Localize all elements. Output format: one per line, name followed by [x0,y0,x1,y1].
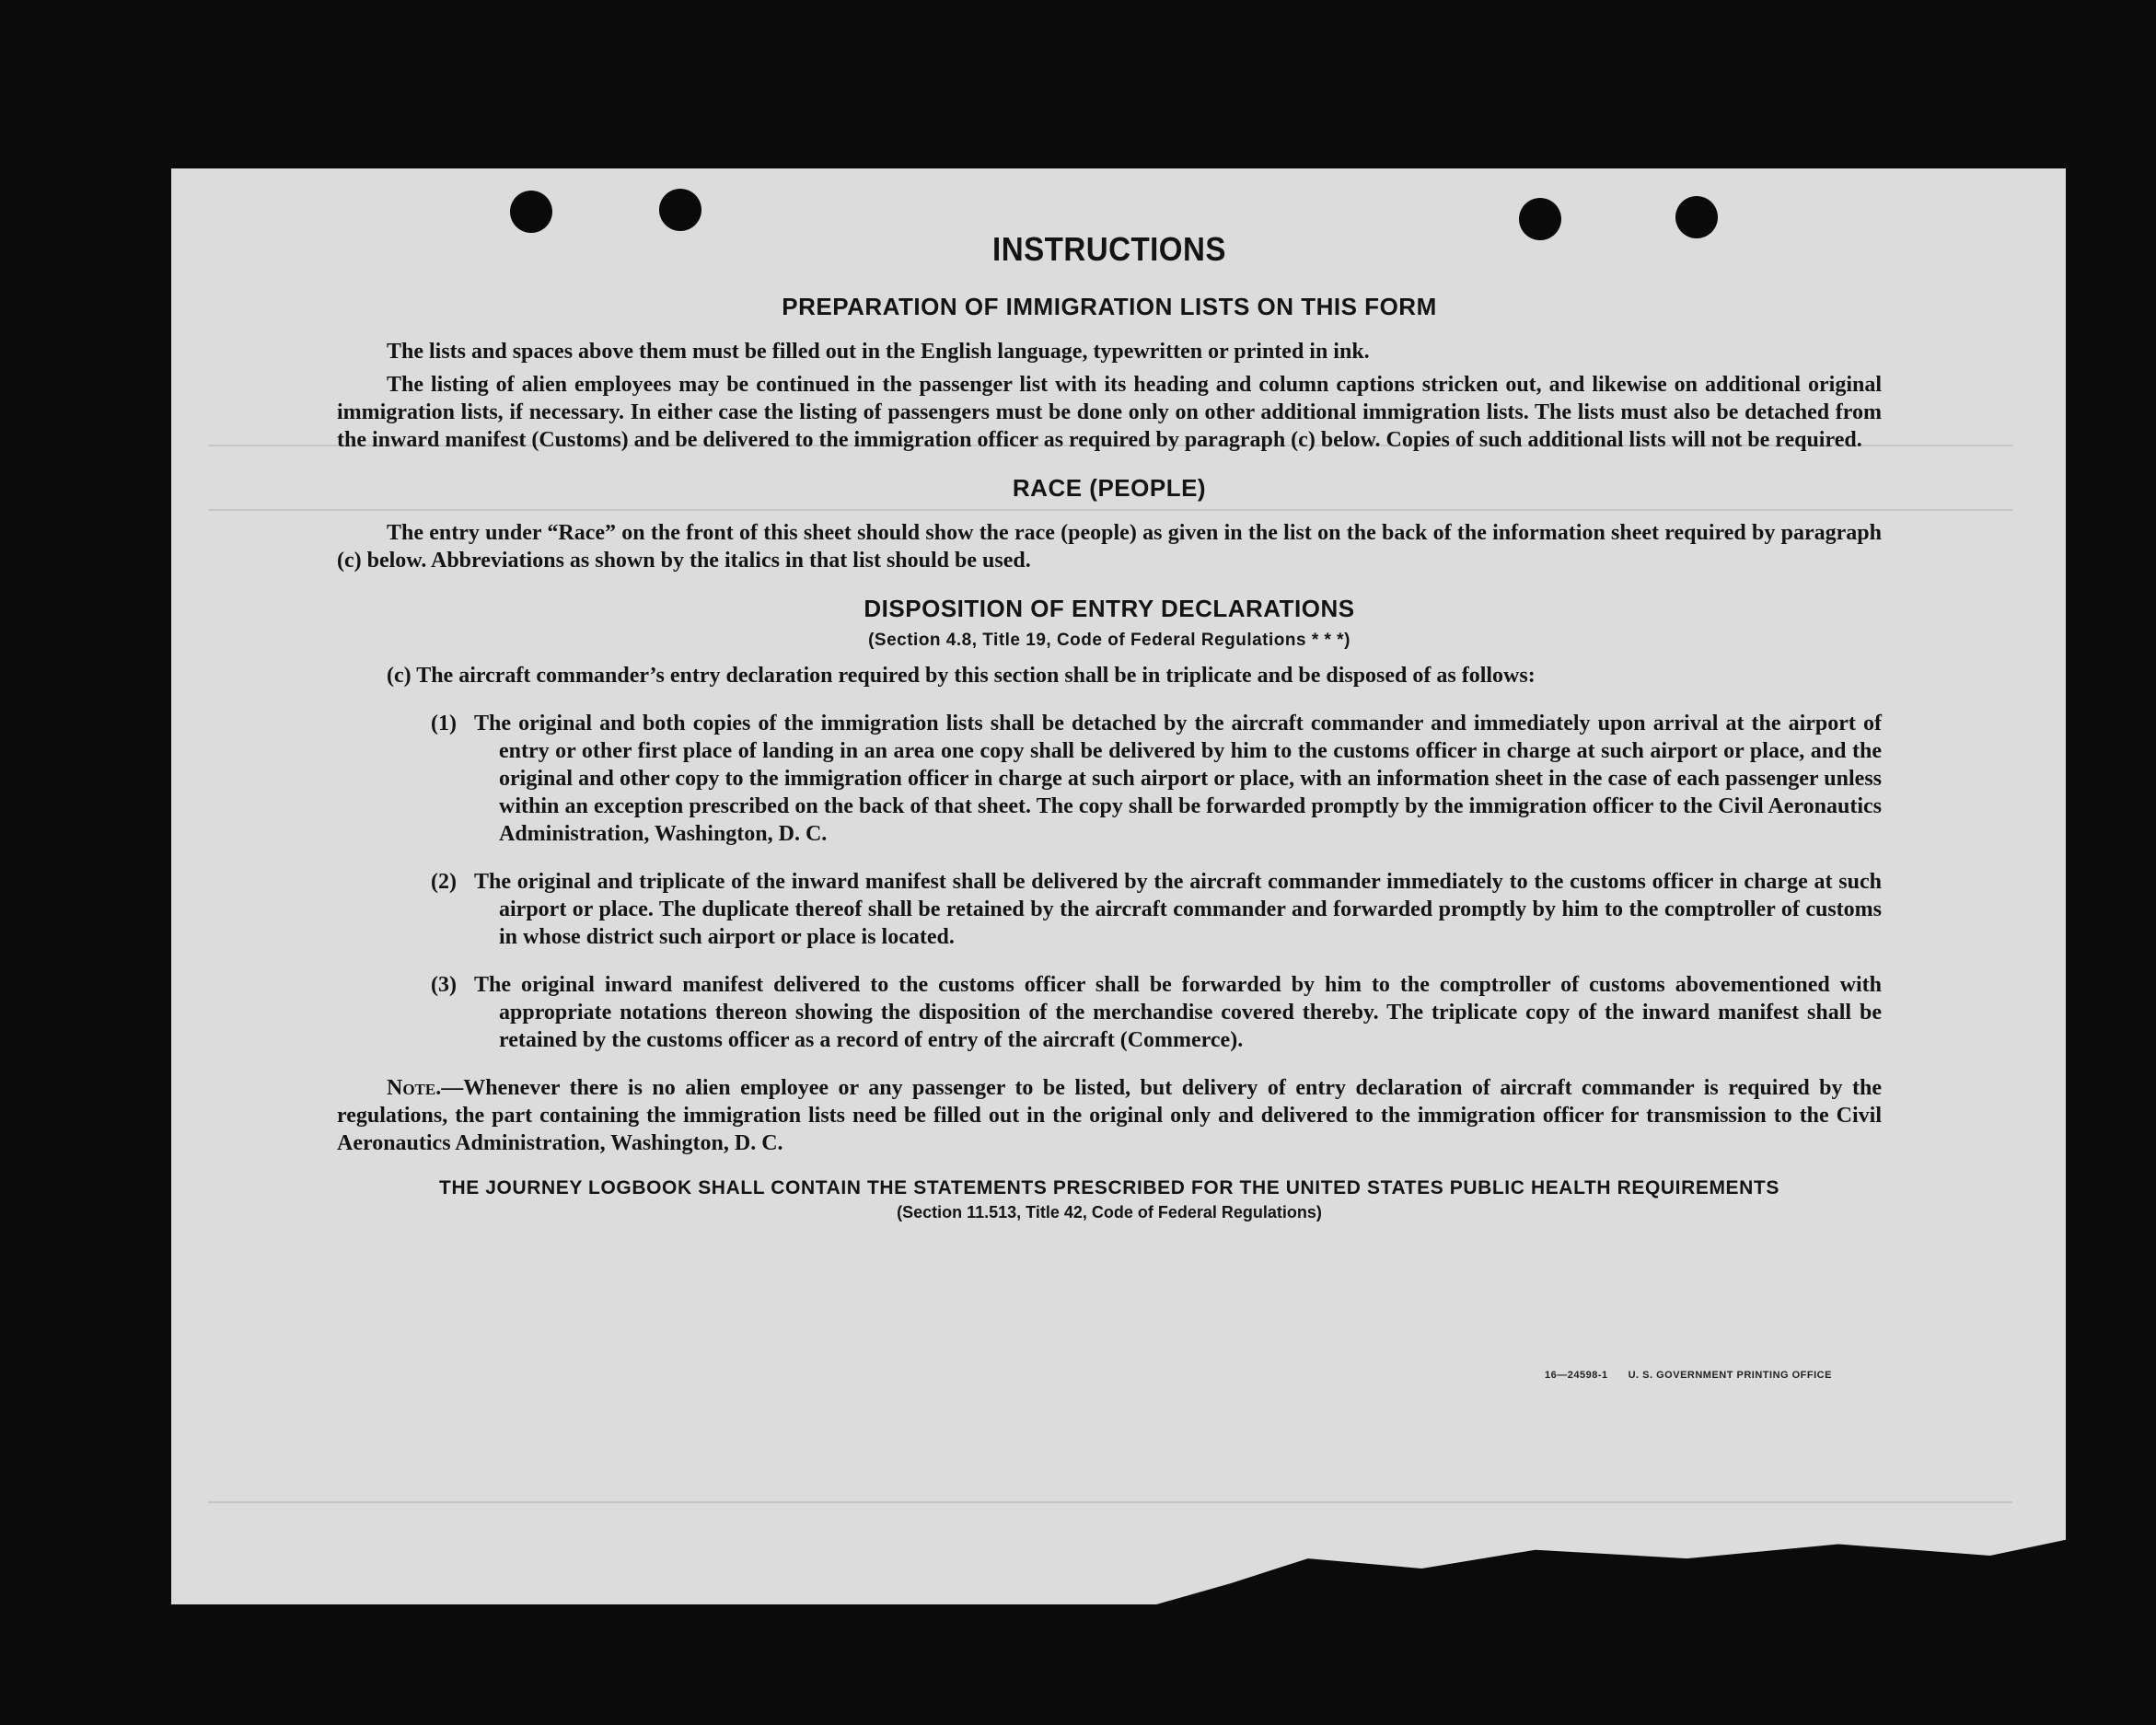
race-paragraph: The entry under “Race” on the front of this sheet should show the race (people) as given in the list on the back of the information sheet required by paragraph (c) below. Abbreviations as shown by the italics in that list should be used. [337,521,1882,573]
item-text: The original and triplicate of the inward manifest shall be delivered by the aircraft commander immediately to the customs officer in charge at such airport or place. The duplicate thereof shall be retained by the aircraft commander and forwarded promptly by him to the comptroller of customs in whose district such airport or place is located. [474,870,1882,949]
form-number: 16—24598-1 [1545,1370,1608,1381]
note-label: Note. [387,1076,442,1100]
item-number: (2) [431,870,457,894]
disposition-item [337,971,1882,1054]
bleed-through-rule [208,1501,2012,1503]
item-text: The original and both copies of the immigration lists shall be detached by the aircraft commander and immediately upon arrival at the airport of entry or other first place of landing in an area one copy shall be delivered by him to the customs officer in charge at such airport or place, and the original and other copy to the immigration officer in charge at such airport or place, with an information sheet in the case of each passenger unless within an exception prescribed on the back of that sheet. The copy shall be forwarded promptly by the immigration officer to the Civil Aeronautics Administration, Washington, D. C. [474,712,1882,846]
item-number: (3) [431,973,457,997]
item-text: The original inward manifest delivered to the customs officer shall be forwarded by him to the comptroller of customs abovementioned with appropriate notations thereon showing the disposition of the merchandise covered thereby. The triplicate copy of the inward manifest shall be retained by the customs officer as a record of entry of the aircraft (Commerce). [474,973,1882,1052]
disposition-citation: (Section 4.8, Title 19, Code of Federal Regulations * * *) [868,631,1350,650]
printing-office: U. S. GOVERNMENT PRINTING OFFICE [1628,1370,1832,1381]
disposition-item [337,710,1882,848]
disposition-intro: (c) The aircraft commander’s entry declaration required by this section shall be in triplicate and be disposed of as follows: [387,664,1536,688]
note-paragraph [337,1074,1882,1157]
punch-hole [659,189,701,231]
section-heading-race: RACE (PEOPLE) [1012,474,1207,502]
disposition-item [337,868,1882,951]
page-title: INSTRUCTIONS [992,230,1226,268]
item-number: (1) [431,712,457,735]
note-text: —Whenever there is no alien employee or any passenger to be listed, but delivery of entry declaration of aircraft commander is required by the regulations, the part containing the immigration lists need be filled out in the original only and delivered to the immigration officer for transmission to the Civil Aeronautics Administration, Washington, D. C. [337,1076,1882,1155]
punch-hole [510,191,552,233]
logbook-citation: (Section 11.513, Title 42, Code of Federal Regulations) [897,1203,1322,1221]
section-heading-preparation: PREPARATION OF IMMIGRATION LISTS ON THIS FORM [782,293,1437,320]
section-heading-disposition: DISPOSITION OF ENTRY DECLARATIONS [864,595,1355,622]
preparation-paragraph-2: The listing of alien employees may be continued in the passenger list with its heading and column captions stricken out, and likewise on additional original immigration lists, if necessary. In either case the listing of passengers must be done only on other additional immigration lists. The lists must also be detached from the inward manifest (Customs) and be delivered to the immigration officer as required by paragraph (c) below. Copies of such additional lists will not be required. [337,373,1882,452]
logbook-statement: THE JOURNEY LOGBOOK SHALL CONTAIN THE STATEMENTS PRESCRIBED FOR THE UNITED STATES PUBLIC HEALTH REQUIREMENTS [439,1177,1779,1198]
instructions-body [337,230,1882,1222]
printer-imprint [1545,1370,1852,1381]
preparation-paragraph-1: The lists and spaces above them must be filled out in the English language, typewritten or printed in ink. [387,340,1370,364]
